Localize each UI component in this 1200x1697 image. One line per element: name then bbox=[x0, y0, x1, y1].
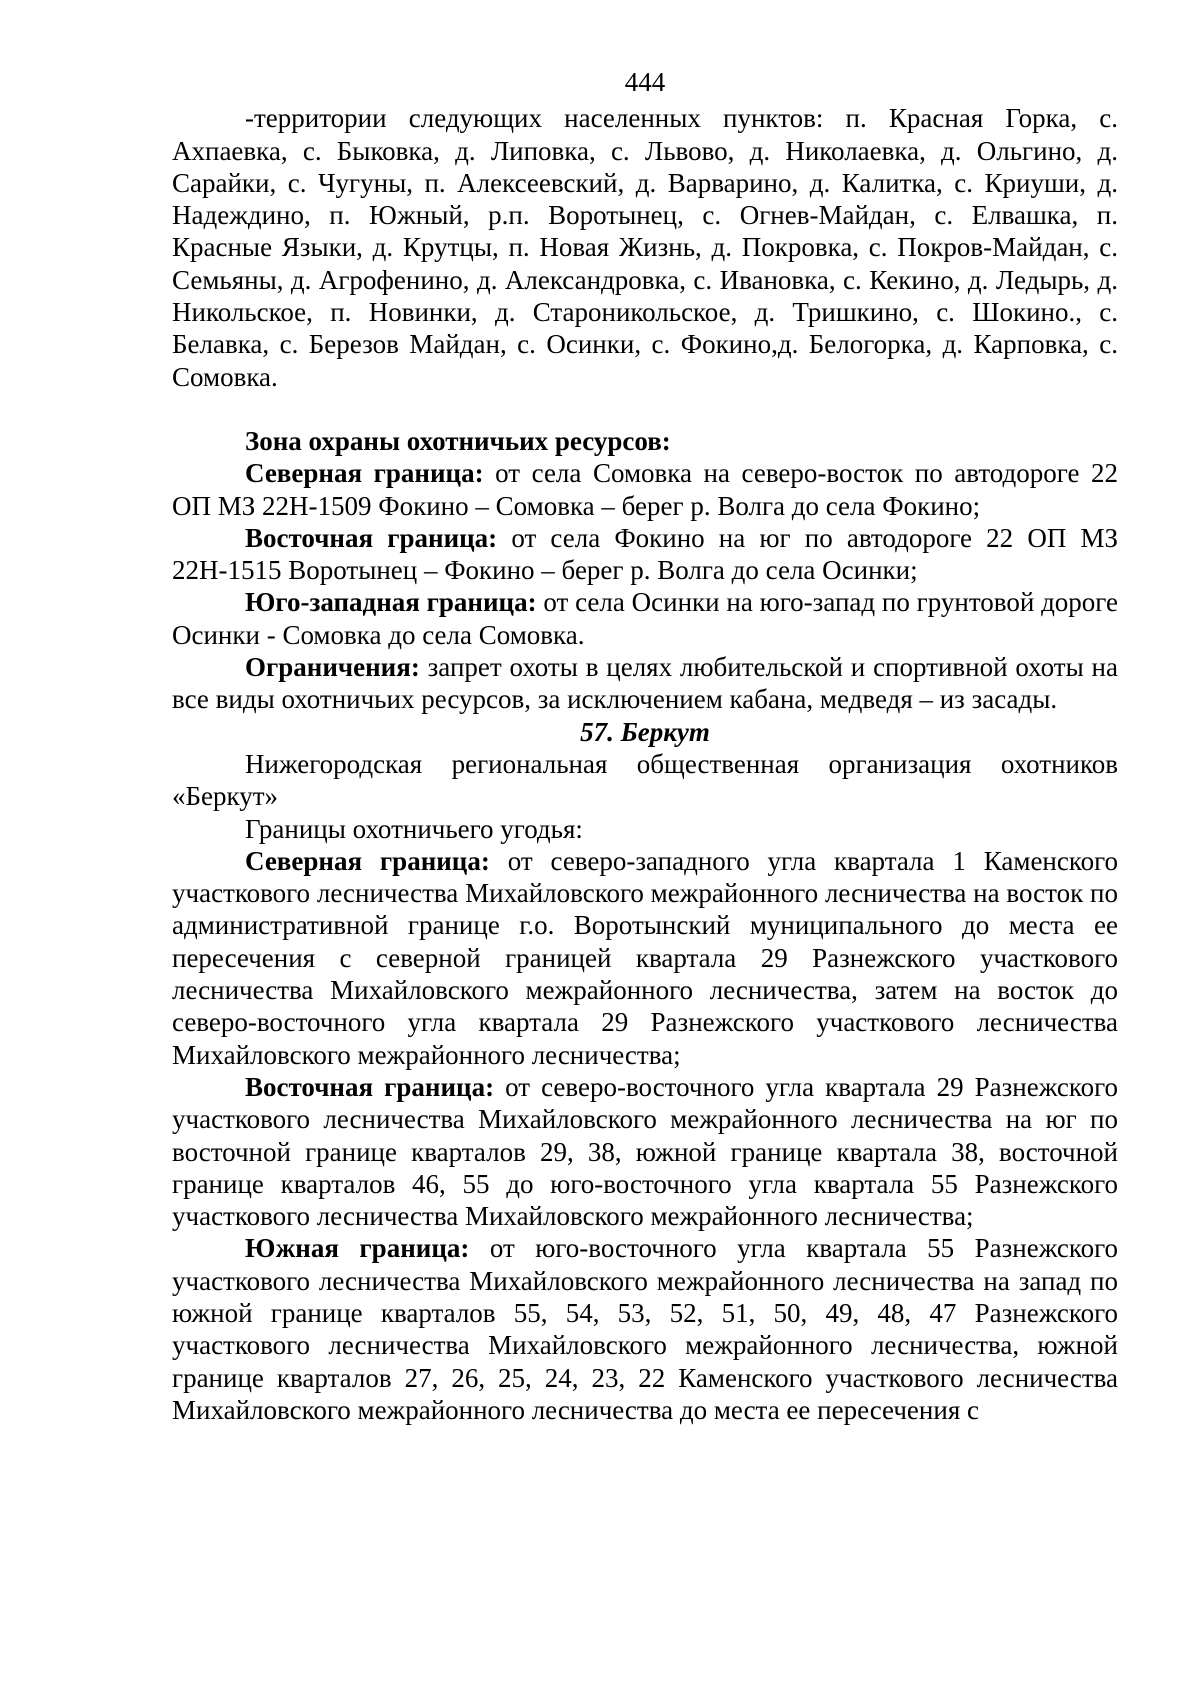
protection-restrictions bbox=[172, 651, 1118, 716]
section-north-boundary bbox=[172, 845, 1118, 1071]
protection-north-boundary bbox=[172, 457, 1118, 522]
section-title: 57. Беркут bbox=[580, 716, 710, 747]
section-east-label: Восточная граница: bbox=[245, 1071, 495, 1102]
restrictions-text: запрет охоты в целях любительской и спортивной охоты на все виды охотничьих ресурсов, за исключением кабана, медведя – из засады. bbox=[172, 652, 1118, 715]
protection-zone-heading: Зона охраны охотничьих ресурсов: bbox=[245, 425, 671, 456]
protection-southwest-text: от села Осинки на юго-запад по грунтовой дороге Осинки - Сомовка до села Сомовка. bbox=[172, 587, 1119, 650]
protection-southwest-boundary bbox=[172, 586, 1118, 651]
section-east-boundary bbox=[172, 1071, 1118, 1232]
settlements-paragraph: -территории следующих населенных пунктов: п. Красная Горка, с. Ахпаевка, с. Быковка, д. Липовка, с. Львово, д. Николаевка, д. Ольгино, д. Сарайки, с. Чугуны, п. Алексеевский, д. Варварино, д. Калитка, с. Криуши, д. Надеждино, п. Южный, р.п. Воротынец, с. Огнев-Майдан, с. Елвашка, п. Красные Языки, д. Крутцы, п. Новая Жизнь, д. Покровка, с. Покров-Майдан, с. Семьяны, д. Агрофенино, д. Александровка, с. Ивановка, с. Кекино, д. Ледырь, д. Никольское, п. Новинки, д. Староникольское, д. Тришкино, с. Шокино., с. Белавка, с. Березов Майдан, с. Осинки, с. Фокино,д. Белогорка, д. Карповка, с. Сомовка. bbox=[172, 103, 1118, 392]
section-south-text: от юго-восточного угла квартала 55 Разнежского участкового лесничества Михайловского межрайонного лесничества на запад по южной границе кварталов 55, 54, 53, 52, 51, 50, 49, 48, 47 Разнежского участкового лесничества Михайловского межрайонного лесничества, южной границе кварталов 27, 26, 25, 24, 23, 22 Каменского участкового лесничества Михайловского межрайонного лесничества до места ее пересечения с bbox=[172, 1233, 1118, 1425]
section-north-label: Северная граница: bbox=[245, 845, 490, 876]
section-east-text: от северо-восточного угла квартала 29 Разнежского участкового лесничества Михайловского межрайонного лесничества на юг по восточной границе кварталов 29, 38, южной границе квартала 38, восточной границе кварталов 46, 55 до юго-восточного угла квартала 55 Разнежского участкового лесничества Михайловского межрайонного лесничества; bbox=[172, 1071, 1118, 1232]
restrictions-label: Ограничения: bbox=[245, 652, 420, 683]
organization-name: Нижегородская региональная общественная организация охотников «Беркут» bbox=[172, 748, 1118, 812]
section-south-label: Южная граница: bbox=[245, 1233, 470, 1264]
protection-east-boundary bbox=[172, 522, 1118, 587]
boundaries-intro: Границы охотничьего угодья: bbox=[245, 813, 583, 844]
protection-southwest-label: Юго-западная граница: bbox=[245, 587, 537, 618]
protection-east-label: Восточная граница: bbox=[245, 522, 498, 553]
document-page bbox=[172, 66, 1118, 1426]
protection-north-label: Северная граница: bbox=[245, 458, 484, 489]
section-south-boundary bbox=[172, 1232, 1118, 1426]
page-number: 444 bbox=[624, 67, 666, 97]
section-north-text: от северо-западного угла квартала 1 Каменского участкового лесничества Михайловского межрайонного лесничества на восток по административной границе г.о. Воротынский муниципального до места ее пересечения с северной границей квартала 29 Разнежского участкового лесничества Михайловского межрайонного лесничества, затем на восток до северо-восточного угла квартала 29 Разнежского участкового лесничества Михайловского межрайонного лесничества; bbox=[172, 845, 1119, 1070]
protection-north-text: от села Сомовка на северо-восток по автодороге 22 ОП МЗ 22Н-1509 Фокино – Сомовка – берег р. Волга до села Фокино; bbox=[172, 458, 1118, 521]
protection-east-text: от села Фокино на юг по автодороге 22 ОП МЗ 22Н-1515 Воротынец – Фокино – берег р. Волга до села Осинки; bbox=[172, 522, 1119, 586]
